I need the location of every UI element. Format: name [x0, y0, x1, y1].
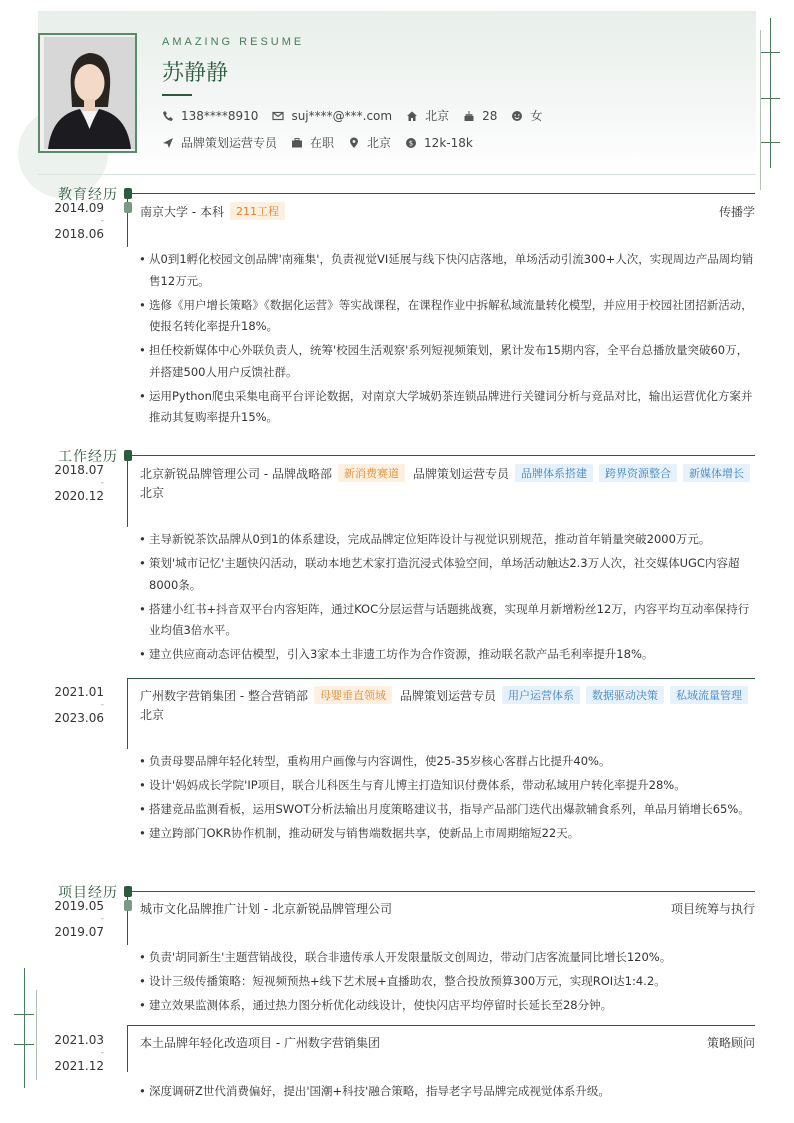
section-rule: [128, 455, 755, 456]
list-item: • 搭建竞品监测看板，运用SWOT分析法输出月度策略建议书，指导产品部门迭代出爆款辅食系列，单品月销增长65%。: [139, 799, 755, 821]
list-item: • 建立供应商动态评估模型，引入3家本土非遗工坊作为合作资源，推动联名款产品毛利率提升18%。: [139, 644, 755, 666]
entry-rule: [128, 1025, 755, 1026]
section-title-work: 工作经历: [58, 449, 118, 465]
skill-tag: 数据驱动决策: [586, 686, 664, 704]
work-city: 北京: [140, 486, 165, 500]
phone-text: 138****8910: [181, 108, 259, 123]
start-date: 2021.01: [54, 685, 104, 699]
location-pin-icon: [348, 137, 360, 149]
entry-date: 2019.05 - 2019.07: [54, 899, 104, 939]
gender-item: [511, 107, 542, 124]
list-item: • 设计三级传播策略：短视频预热+线下艺术展+直播助农，整合投放预算300万元，实现ROI达1:4.2。: [139, 971, 755, 993]
list-item: • 主导新锐茶饮品牌从0到1的体系建设，完成品牌定位矩阵设计与视觉识别规范，推动首年销量突破2000万元。: [139, 529, 755, 551]
project-bullets: [139, 1081, 755, 1105]
major: 传播学: [718, 204, 755, 219]
list-item: • 策划'城市记忆'主题快闪活动，联动本地艺术家打造沉浸式体验空间，单场活动触达2.3万人次，社交媒体UGC内容超8000条。: [139, 553, 755, 596]
target-role-text: 品牌策划运营专员: [181, 136, 278, 150]
timeline-node: [124, 886, 132, 897]
list-item: • 担任校新媒体中心外联负责人，统筹'校园生活观察'系列短视频策划，累计发布15期内容，全平台总播放量突破60万，并搭建500人用户反馈社群。: [139, 340, 755, 383]
section-rule: [128, 891, 755, 892]
decorative-line: [14, 1044, 34, 1045]
list-item: • 负责'胡同新生'主题营销战役，联合非遗传承人开发限量版文创周边，带动门店客流量同比增长120%。: [139, 947, 755, 969]
company-dept: 广州数字营销集团 - 整合营销部: [140, 688, 308, 703]
mail-icon: [272, 110, 284, 122]
project-bullets: [139, 947, 755, 1019]
timeline-node: [124, 900, 132, 911]
list-item: • 搭建小红书+抖音双平台内容矩阵，通过KOC分层运营与话题挑战赛，实现单月新增粉丝12万，内容平均互动率保持行业均值3倍水平。: [139, 599, 755, 642]
send-icon: [162, 137, 174, 149]
decorative-line: [770, 18, 771, 168]
header-divider: [38, 174, 756, 175]
target-city-item: [348, 134, 391, 151]
list-item: • 建立跨部门OKR协作机制，推动研发与销售端数据共享，使新品上市周期缩短22天。: [139, 823, 755, 845]
resume-eyebrow: AMAZING RESUME: [162, 36, 305, 48]
entry-rule: [128, 678, 755, 679]
end-date: 2023.06: [54, 711, 104, 725]
timeline-node: [124, 450, 132, 461]
list-item: • 运用Python爬虫采集电商平台评论数据，对南京大学城奶茶连锁品牌进行关键词分析与竞品对比，输出运营优化方案并推动其复购率提升15%。: [139, 386, 755, 429]
skill-tag: 用户运营体系: [502, 686, 580, 704]
list-item: • 负责母婴品牌年轻化转型，重构用户画像与内容调性，使25-35岁核心客群占比提升40%。: [139, 751, 755, 773]
gender-text: 女: [530, 109, 543, 123]
company-dept: 北京新锐品牌管理公司 - 品牌战略部: [140, 466, 332, 481]
age-item: [463, 109, 497, 123]
entry-date: 2021.03 - 2021.12: [54, 1033, 104, 1073]
project-role: 策略顾问: [706, 1036, 755, 1050]
work-bullets: [139, 529, 755, 668]
work-entry-header: [140, 686, 755, 704]
salary-text: 12k-18k: [424, 135, 473, 150]
start-date: 2021.03: [54, 1033, 104, 1047]
project-name: 城市文化品牌推广计划 - 北京新锐品牌管理公司: [140, 902, 392, 916]
target-city-text: 北京: [367, 136, 392, 150]
start-date: 2019.05: [54, 899, 104, 913]
decorative-line: [36, 990, 37, 1080]
cake-icon: [463, 110, 475, 122]
gender-icon: [511, 110, 523, 122]
age-text: 28: [482, 108, 498, 123]
end-date: 2018.06: [54, 227, 104, 241]
briefcase-icon: [291, 137, 303, 149]
start-date: 2018.07: [54, 463, 104, 477]
hometown-text: 北京: [425, 109, 450, 123]
job-intent-row: [162, 134, 487, 151]
start-date: 2014.09: [54, 201, 104, 215]
status-text: 在职: [310, 136, 335, 150]
timeline-node: [124, 202, 132, 213]
work-bullets: [139, 751, 755, 847]
salary-icon: [405, 137, 417, 149]
section-title-education: 教育经历: [58, 187, 118, 203]
timeline-line: [127, 1025, 128, 1072]
decorative-line: [760, 30, 761, 190]
decorative-line: [760, 98, 780, 99]
skill-tag: 私域流量管理: [670, 686, 748, 704]
decorative-line: [760, 52, 780, 53]
list-item: • 设计'妈妈成长学院'IP项目，联合儿科医生与育儿博主打造知识付费体系，带动私域用户转化率提升28%。: [139, 775, 755, 797]
job-title: 品牌策划运营专员: [399, 688, 496, 703]
status-item: [291, 134, 334, 151]
name-underline: [162, 94, 192, 96]
candidate-name: 苏静静: [162, 61, 229, 86]
end-date: 2019.07: [54, 925, 104, 939]
end-date: 2021.12: [54, 1059, 104, 1073]
list-item: • 建立效果监测体系，通过热力图分析优化动线设计，使快闪店平均停留时长延长至28分钟。: [139, 995, 755, 1017]
salary-item: [405, 136, 473, 150]
entry-date: 2021.01 - 2023.06: [54, 685, 104, 725]
school-tag: 211工程: [230, 202, 285, 220]
project-name: 本土品牌年轻化改造项目 - 广州数字营销集团: [140, 1036, 380, 1050]
education-entry-header: [140, 202, 755, 220]
svg-text:$: $: [408, 139, 414, 148]
timeline-line: [127, 461, 128, 527]
work-entry-header: [140, 464, 755, 482]
decorative-line: [24, 968, 25, 1088]
contact-row: [162, 107, 556, 124]
phone-icon: [162, 110, 174, 122]
list-item: • 选修《用户增长策略》《数据化运营》等实战课程，在课程作业中拆解私域流量转化模型，并应用于校园社团招新活动，使报名转化率提升18%。: [139, 295, 755, 338]
education-bullets: [139, 249, 755, 431]
profile-photo: [44, 37, 135, 149]
job-title: 品牌策划运营专员: [412, 466, 509, 481]
skill-tag: 新媒体增长: [683, 464, 750, 482]
list-item: • 深度调研Z世代消费偏好，提出'国潮+科技'融合策略，指导老字号品牌完成视觉体系升级。: [139, 1081, 755, 1103]
end-date: 2020.12: [54, 489, 104, 503]
target-role-item: [162, 134, 277, 151]
entry-date: 2014.09 - 2018.06: [54, 201, 104, 241]
phone-item: [162, 109, 258, 123]
project-entry-header: [140, 900, 755, 917]
skill-tag: 跨界资源整合: [599, 464, 677, 482]
industry-tag: 母婴垂直领域: [314, 686, 392, 704]
project-role: 项目统筹与执行: [670, 902, 755, 916]
list-item: • 从0到1孵化校园文创品牌'南雍集'，负责视觉VI延展与线下快闪店落地，单场活动引流300+人次，实现周边产品周均销售12万元。: [139, 249, 755, 292]
skill-tag: 品牌体系搭建: [515, 464, 593, 482]
timeline-node: [124, 188, 132, 199]
section-title-projects: 项目经历: [58, 885, 118, 901]
home-item: [406, 107, 449, 124]
entry-date: 2018.07 - 2020.12: [54, 463, 104, 503]
email-item: [272, 109, 392, 123]
project-entry-header: [140, 1034, 755, 1051]
industry-tag: 新消费赛道: [338, 464, 405, 482]
work-city: 北京: [140, 708, 165, 722]
email-text: suj****@***.com: [291, 108, 393, 123]
decorative-line: [14, 1014, 34, 1015]
decorative-line: [760, 142, 780, 143]
timeline-line: [127, 678, 128, 749]
section-rule: [128, 193, 755, 194]
school-degree: 南京大学 - 本科: [140, 204, 224, 219]
home-icon: [406, 110, 418, 122]
